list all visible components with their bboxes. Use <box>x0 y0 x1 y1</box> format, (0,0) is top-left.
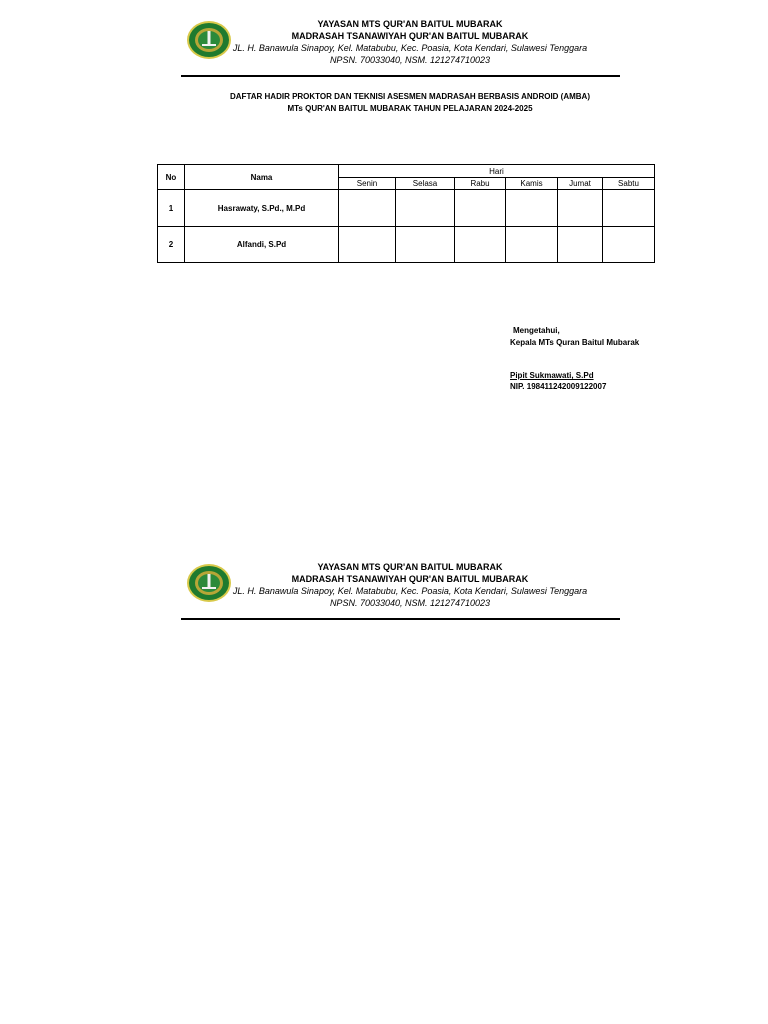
school-name: MADRASAH TSANAWIYAH QUR'AN BAITUL MUBARAK <box>291 574 529 584</box>
cell-selasa[interactable] <box>396 227 455 263</box>
foundation-name: YAYASAN MTS QUR'AN BAITUL MUBARAK <box>317 19 503 29</box>
header-day-senin: Senin <box>339 178 396 190</box>
school-address: JL. H. Banawula Sinapoy, Kel. Matabubu, Kec. Poasia, Kota Kendari, Sulawesi Tenggara <box>232 43 588 53</box>
table-row <box>158 227 655 263</box>
cell-kamis[interactable] <box>506 190 558 227</box>
document-title <box>150 91 670 115</box>
header-day-jumat: Jumat <box>558 178 603 190</box>
signature-nip: NIP. 198411242009122007 <box>510 382 607 391</box>
signature-position: Kepala MTs Quran Baitul Mubarak <box>510 338 640 347</box>
title-line-2: MTs QUR'AN BAITUL MUBARAK TAHUN PELAJARAN 2024-2025 <box>287 104 533 113</box>
header-day-sabtu: Sabtu <box>603 178 655 190</box>
cell-senin[interactable] <box>339 190 396 227</box>
school-ids: NPSN. 70033040, NSM. 121274710023 <box>329 55 491 65</box>
school-name: MADRASAH TSANAWIYAH QUR'AN BAITUL MUBARAK <box>291 31 529 41</box>
cell-selasa[interactable] <box>396 190 455 227</box>
row-no: 2 <box>158 227 185 263</box>
header-day-selasa: Selasa <box>396 178 455 190</box>
cell-sabtu[interactable] <box>603 190 655 227</box>
header-name: Nama <box>185 165 339 190</box>
header-no: No <box>158 165 185 190</box>
title-line-1: DAFTAR HADIR PROKTOR DAN TEKNISI ASESMEN MADRASAH BERBASIS ANDROID (AMBA) <box>230 92 590 101</box>
letterhead-text <box>180 561 640 609</box>
cell-kamis[interactable] <box>506 227 558 263</box>
cell-sabtu[interactable] <box>603 227 655 263</box>
cell-senin[interactable] <box>339 227 396 263</box>
letterhead-divider <box>181 618 620 620</box>
row-no: 1 <box>158 190 185 227</box>
cell-jumat[interactable] <box>558 190 603 227</box>
signature-known: Mengetahui, <box>513 326 560 335</box>
school-address: JL. H. Banawula Sinapoy, Kel. Matabubu, Kec. Poasia, Kota Kendari, Sulawesi Tenggara <box>232 586 588 596</box>
header-day-kamis: Kamis <box>506 178 558 190</box>
letterhead-divider <box>181 75 620 77</box>
cell-jumat[interactable] <box>558 227 603 263</box>
attendance-table <box>157 164 655 263</box>
cell-rabu[interactable] <box>455 227 506 263</box>
letterhead-text <box>180 18 640 66</box>
foundation-name: YAYASAN MTS QUR'AN BAITUL MUBARAK <box>317 562 503 572</box>
header-day: Hari <box>339 165 655 178</box>
table-row <box>158 190 655 227</box>
school-ids: NPSN. 70033040, NSM. 121274710023 <box>329 598 491 608</box>
row-name: Alfandi, S.Pd <box>185 227 339 263</box>
signature-name: Pipit Sukmawati, S.Pd <box>510 371 594 380</box>
header-day-rabu: Rabu <box>455 178 506 190</box>
row-name: Hasrawaty, S.Pd., M.Pd <box>185 190 339 227</box>
cell-rabu[interactable] <box>455 190 506 227</box>
table-header-row <box>158 165 655 178</box>
